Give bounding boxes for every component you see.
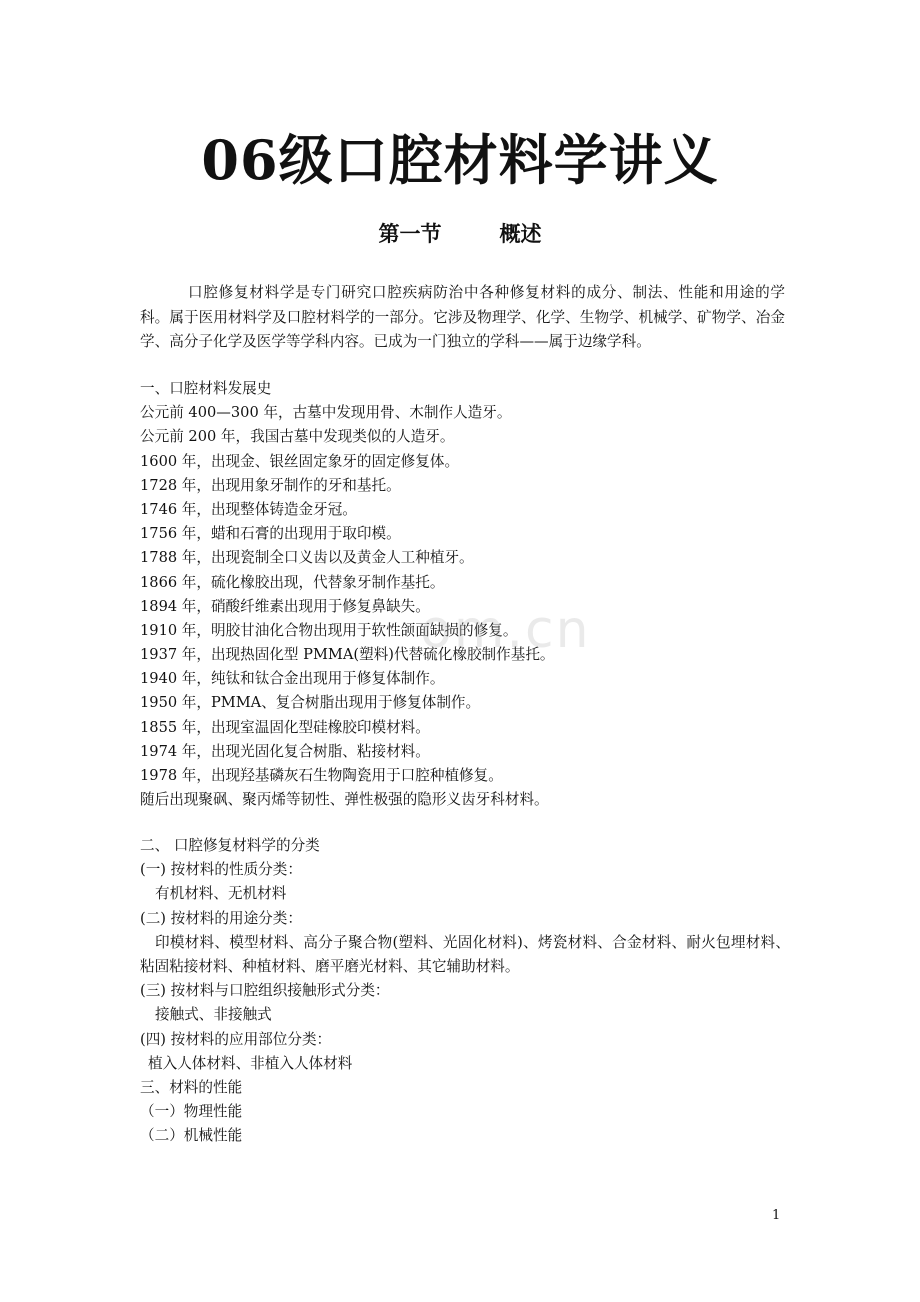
list-item: 1746 年，出现整体铸造金牙冠。	[140, 500, 357, 518]
history-heading: 一、口腔材料发展史	[140, 380, 272, 397]
document-title: 06级口腔材料学讲义	[201, 128, 719, 192]
section-label: 第一节	[378, 221, 442, 246]
list-item: 1756 年，蜡和石膏的出现用于取印模。	[140, 525, 401, 543]
category-text: 植入人体材料、非植入人体材料	[148, 1054, 353, 1072]
list-item: 1910 年，明胶甘油化合物出现用于软性颌面缺损的修复。	[140, 621, 518, 639]
list-item: 1950 年，PMMA、复合树脂出现用于修复体制作。	[140, 694, 481, 712]
category-text: 印模材料、模型材料、高分子聚合物(塑料、光固化材料)、烤瓷材料、合金材料、耐火包埋材料、粘固粘接材料、种植材料、磨平磨光材料、其它辅助材料。	[140, 933, 790, 975]
section-name: 概述	[499, 221, 542, 246]
list-item: 随后出现聚砜、聚丙烯等韧性、弹性极强的隐形义齿牙科材料。	[140, 791, 549, 809]
page-number: 1	[772, 1208, 781, 1223]
watermark: om.cn	[420, 600, 591, 660]
list-item: 1866 年，硫化橡胶出现，代替象牙制作基托。	[140, 573, 445, 591]
property-item: （二）机械性能	[140, 1127, 243, 1145]
property-item: （一）物理性能	[140, 1103, 243, 1121]
list-item: 1894 年，硝酸纤维素出现用于修复鼻缺失。	[140, 597, 430, 615]
section-heading	[0, 218, 920, 248]
list-item: 1940 年，纯钛和钛合金出现用于修复体制作。	[140, 670, 445, 688]
list-item: 1937 年，出现热固化型 PMMA(塑料)代替硫化橡胶制作基托。	[140, 646, 555, 664]
category-text: 有机材料、无机材料	[155, 885, 287, 903]
list-item: 公元前 400—300 年，古墓中发现用骨、木制作人造牙。	[140, 404, 512, 422]
category-label: (一) 按材料的性质分类：	[140, 861, 302, 879]
classification-section	[140, 834, 790, 1148]
list-item: 1978 年，出现羟基磷灰石生物陶瓷用于口腔种植修复。	[140, 767, 503, 784]
classification-heading: 二、 口腔修复材料学的分类	[140, 837, 320, 854]
properties-heading: 三、材料的性能	[140, 1078, 243, 1096]
category-label: (二) 按材料的用途分类：	[140, 909, 302, 927]
category-label: (四) 按材料的应用部位分类：	[140, 1030, 332, 1048]
list-item: 1600 年，出现金、银丝固定象牙的固定修复体。	[140, 452, 460, 470]
list-item: 1728 年，出现用象牙制作的牙和基托。	[140, 476, 401, 494]
list-item: 公元前 200 年，我国古墓中发现类似的人造牙。	[140, 428, 455, 446]
intro-paragraph: 口腔修复材料学是专门研究口腔疾病防治中各种修复材料的成分、制法、性能和用途的学科。属于医用材料学及口腔材料学的一部分。它涉及物理学、化学、生物学、机械学、矿物学、冶金学、高分子化学及医学等学科内容。已成为一门独立的学科——属于边缘学科。	[140, 284, 785, 350]
list-item: 1855 年，出现室温固化型硅橡胶印模材料。	[140, 718, 430, 736]
history-section	[140, 377, 790, 812]
category-label: (三) 按材料与口腔组织接触形式分类：	[140, 982, 390, 1000]
list-item: 1974 年，出现光固化复合树脂、粘接材料。	[140, 742, 430, 760]
category-text: 接触式、非接触式	[155, 1006, 272, 1024]
list-item: 1788 年，出现瓷制全口义齿以及黄金人工种植牙。	[140, 549, 474, 567]
